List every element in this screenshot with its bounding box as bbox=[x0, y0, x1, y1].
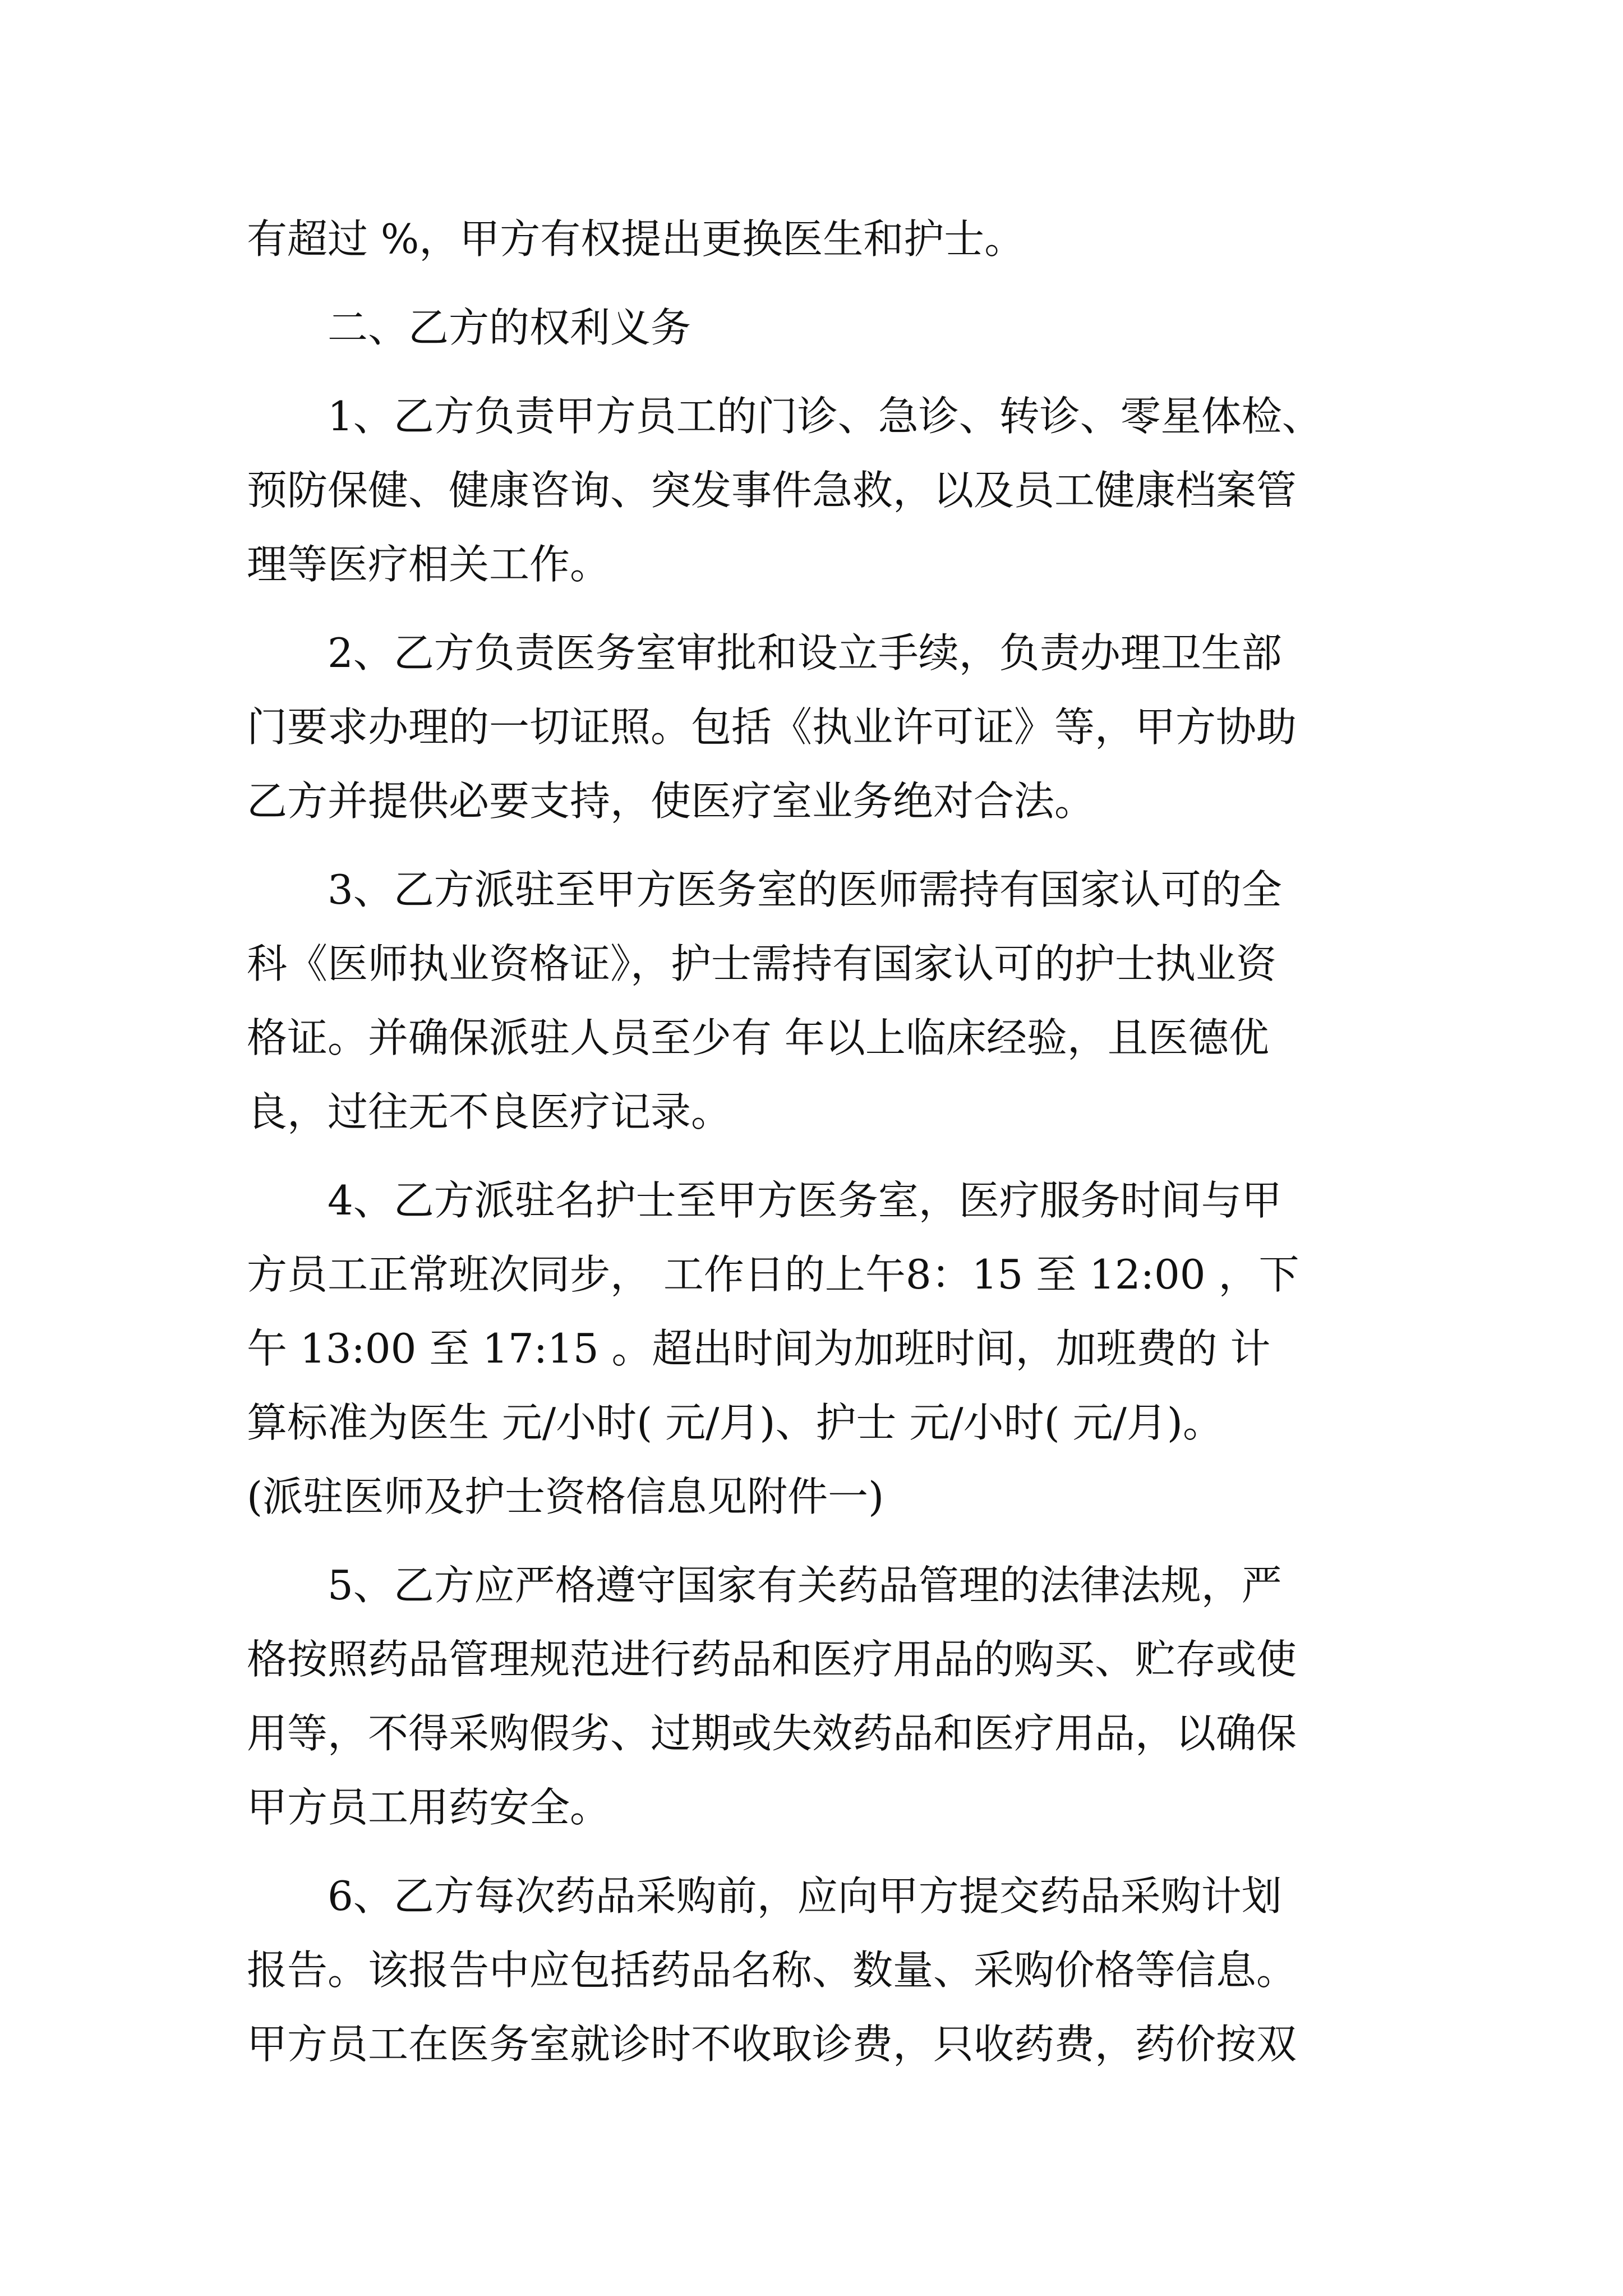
clause-4-line-1: 4、乙方派驻名护士至甲方医务室，医疗服务时间与甲 bbox=[247, 1177, 1282, 1224]
clause-2-line-3: 乙方并提供必要支持，使医疗室业务绝对合法。 bbox=[247, 777, 1095, 825]
clause-5-line-2: 格按照药品管理规范进行药品和医疗用品的购买、贮存或使 bbox=[247, 1636, 1297, 1683]
clause-1-line-3: 理等医疗相关工作。 bbox=[247, 541, 611, 588]
clause-1-line-2: 预防保健、健康咨询、突发事件急救，以及员工健康档案管 bbox=[247, 467, 1297, 514]
clause-3-line-2: 科《医师执业资格证》，护士需持有国家认可的护士执业资 bbox=[247, 940, 1277, 987]
clause-3-line-1: 3、乙方派驻至甲方医务室的医师需持有国家认可的全 bbox=[247, 866, 1282, 913]
section-heading-rights-obligations: 二、乙方的权利义务 bbox=[247, 304, 691, 351]
clause-6-line-2: 报告。该报告中应包括药品名称、数量、采购价格等信息。 bbox=[247, 1947, 1297, 1994]
clause-3-line-3: 格证。并确保派驻人员至少有 年以上临床经验，且医德优 bbox=[247, 1014, 1269, 1061]
clause-4-line-4: 算标准为医生 元/小时( 元/月)、护士 元/小时( 元/月)。 bbox=[247, 1399, 1223, 1446]
clause-1-line-1: 1、乙方负责甲方员工的门诊、急诊、转诊、零星体检、 bbox=[247, 393, 1322, 440]
clause-2-line-1: 2、乙方负责医务室审批和设立手续，负责办理卫生部 bbox=[247, 629, 1282, 677]
clause-5-line-4: 甲方员工用药安全。 bbox=[247, 1784, 611, 1831]
document-body bbox=[247, 202, 1436, 2081]
clause-4-line-2: 方员工正常班次同步， 工作日的上午8：15 至 12:00 ，下 bbox=[247, 1251, 1299, 1298]
clause-3-line-4: 良，过往无不良医疗记录。 bbox=[247, 1088, 732, 1135]
clause-4-line-5: (派驻医师及护士资格信息见附件一) bbox=[247, 1473, 884, 1520]
clause-2-line-2: 门要求办理的一切证照。包括《执业许可证》等，甲方协助 bbox=[247, 703, 1297, 751]
clause-4-line-3: 午 13:00 至 17:15 。超出时间为加班时间，加班费的 计 bbox=[247, 1325, 1271, 1372]
clause-5-line-3: 用等，不得采购假劣、过期或失效药品和医疗用品，以确保 bbox=[247, 1710, 1297, 1757]
clause-5-line-1: 5、乙方应严格遵守国家有关药品管理的法律法规，严 bbox=[247, 1562, 1282, 1609]
text-line-1: 有超过 %，甲方有权提出更换医生和护士。 bbox=[247, 215, 1025, 263]
clause-6-line-3: 甲方员工在医务室就诊时不收取诊费，只收药费，药价按双 bbox=[247, 2021, 1297, 2068]
clause-6-line-1: 6、乙方每次药品采购前，应向甲方提交药品采购计划 bbox=[247, 1872, 1282, 1920]
